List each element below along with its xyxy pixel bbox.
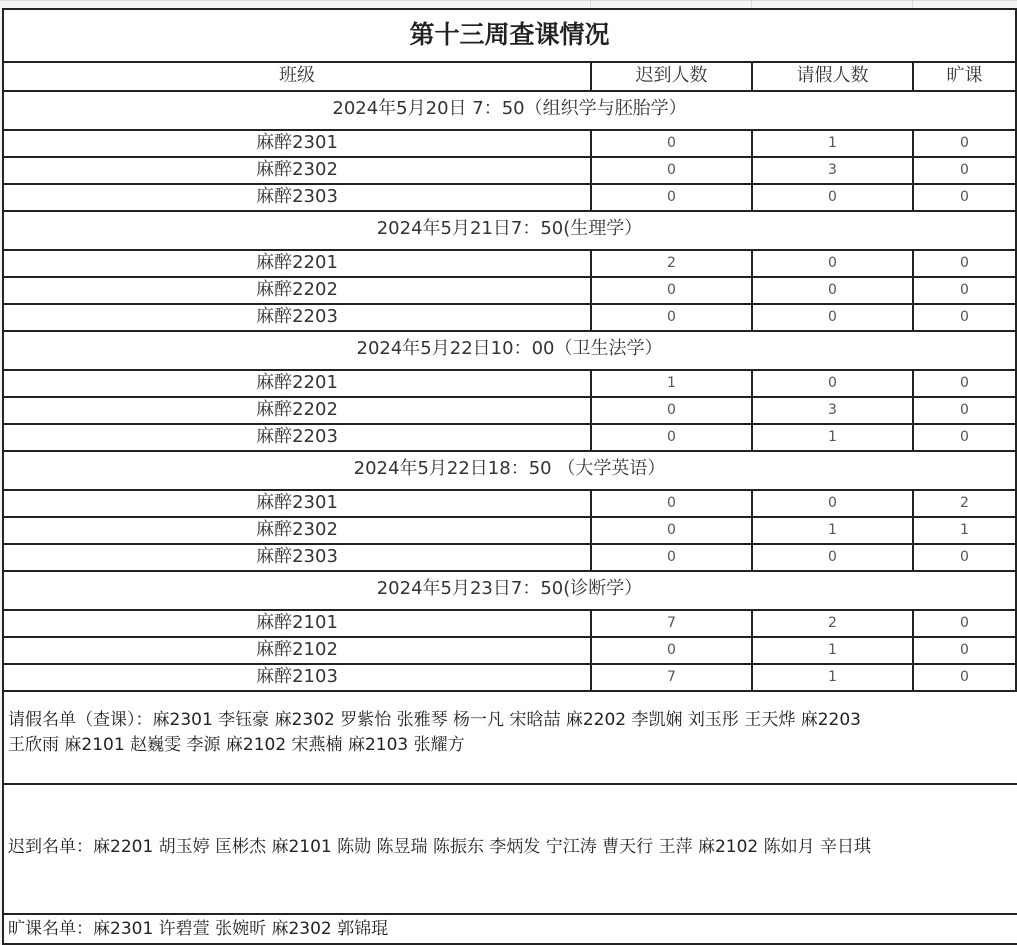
class-cell: 麻醉2101 — [4, 611, 592, 636]
class-cell: 麻醉2302 — [4, 518, 592, 543]
late-cell: 0 — [592, 638, 753, 663]
section-date-header: 2024年5月22日10：00（卫生法学） — [4, 332, 1017, 369]
absent-cell: 0 — [914, 305, 1017, 330]
class-cell: 麻醉2201 — [4, 371, 592, 396]
class-cell: 麻醉2202 — [4, 398, 592, 423]
class-cell: 麻醉2303 — [4, 185, 592, 210]
table-row — [4, 638, 1017, 665]
leave-list-line: 王欣雨 麻2101 赵巍雯 李源 麻2102 宋燕楠 麻2103 张耀方 — [8, 735, 465, 755]
class-cell: 麻醉2301 — [4, 491, 592, 516]
class-cell: 麻醉2203 — [4, 425, 592, 450]
leave-cell: 0 — [753, 545, 914, 570]
header-absent: 旷课 — [914, 63, 1017, 90]
leave-cell: 3 — [753, 398, 914, 423]
absent-cell: 0 — [914, 665, 1017, 690]
late-cell: 1 — [592, 371, 753, 396]
class-cell: 麻醉2202 — [4, 278, 592, 303]
leave-cell: 1 — [753, 131, 914, 156]
table-row — [4, 185, 1017, 212]
table-row — [4, 251, 1017, 278]
late-cell: 7 — [592, 665, 753, 690]
late-cell: 0 — [592, 545, 753, 570]
header-leave-count: 请假人数 — [753, 63, 914, 90]
class-cell: 麻醉2201 — [4, 251, 592, 276]
leave-cell: 0 — [753, 371, 914, 396]
leave-cell: 2 — [753, 611, 914, 636]
class-cell: 麻醉2302 — [4, 158, 592, 183]
table-row — [4, 371, 1017, 398]
table-row — [4, 665, 1017, 692]
table-row — [4, 611, 1017, 638]
section-date-header: 2024年5月20日 7：50（组织学与胚胎学） — [4, 92, 1017, 129]
table-header — [4, 63, 1017, 92]
late-cell: 0 — [592, 398, 753, 423]
absent-cell: 0 — [914, 158, 1017, 183]
late-cell: 0 — [592, 185, 753, 210]
late-cell: 7 — [592, 611, 753, 636]
leave-cell: 0 — [753, 251, 914, 276]
leave-cell: 1 — [753, 665, 914, 690]
absent-cell: 0 — [914, 371, 1017, 396]
absent-cell: 0 — [914, 398, 1017, 423]
late-cell: 0 — [592, 158, 753, 183]
leave-cell: 0 — [753, 185, 914, 210]
leave-cell: 1 — [753, 425, 914, 450]
class-cell: 麻醉2303 — [4, 545, 592, 570]
late-cell: 0 — [592, 518, 753, 543]
sheet-title: 第十三周查课情况 — [4, 10, 1017, 63]
absent-cell: 0 — [914, 425, 1017, 450]
late-list — [4, 785, 1017, 915]
leave-cell: 1 — [753, 638, 914, 663]
table-row — [4, 305, 1017, 332]
absent-cell: 0 — [914, 251, 1017, 276]
section-date-header: 2024年5月23日7：50(诊断学） — [4, 572, 1017, 609]
table-row — [4, 491, 1017, 518]
absent-list-text: 旷课名单：麻2301 许碧萱 张婉昕 麻2302 郭锦琨 — [8, 919, 389, 939]
class-cell: 麻醉2203 — [4, 305, 592, 330]
late-cell: 0 — [592, 491, 753, 516]
grid-line — [0, 0, 1017, 1]
table-row — [4, 545, 1017, 572]
leave-cell: 0 — [753, 278, 914, 303]
table-row — [4, 518, 1017, 545]
absent-cell: 0 — [914, 638, 1017, 663]
late-cell: 2 — [592, 251, 753, 276]
table-row — [4, 131, 1017, 158]
late-cell: 0 — [592, 278, 753, 303]
absent-cell: 0 — [914, 611, 1017, 636]
class-cell: 麻醉2301 — [4, 131, 592, 156]
leave-cell: 0 — [753, 305, 914, 330]
leave-list — [4, 692, 1017, 785]
table-row — [4, 425, 1017, 452]
late-cell: 0 — [592, 131, 753, 156]
leave-cell: 0 — [753, 491, 914, 516]
absent-cell: 1 — [914, 518, 1017, 543]
class-cell: 麻醉2103 — [4, 665, 592, 690]
late-list-text: 迟到名单：麻2201 胡玉婷 匡彬杰 麻2101 陈勋 陈昱瑞 陈振东 李炳发 宁江涛 曹天行 王萍 麻2102 陈如月 辛日琪 — [8, 837, 872, 857]
leave-list-line: 请假名单（查课）：麻2301 李钰豪 麻2302 罗紫怡 张雅琴 杨一凡 宋晗喆 麻2202 李凯娴 刘玉彤 王天烨 麻2203 — [8, 710, 861, 730]
late-cell: 0 — [592, 305, 753, 330]
leave-cell: 3 — [753, 158, 914, 183]
header-late-count: 迟到人数 — [592, 63, 753, 90]
table-row — [4, 398, 1017, 425]
absent-cell: 0 — [914, 131, 1017, 156]
class-cell: 麻醉2102 — [4, 638, 592, 663]
section-date-header: 2024年5月22日18：50 （大学英语） — [4, 452, 1017, 489]
table-row — [4, 158, 1017, 185]
header-class: 班级 — [4, 63, 592, 90]
absent-cell: 0 — [914, 278, 1017, 303]
late-cell: 0 — [592, 425, 753, 450]
absent-cell: 0 — [914, 545, 1017, 570]
section-date-header: 2024年5月21日7：50(生理学） — [4, 212, 1017, 249]
table-row — [4, 278, 1017, 305]
absent-cell: 0 — [914, 185, 1017, 210]
attendance-sheet — [2, 8, 1017, 945]
leave-cell: 1 — [753, 518, 914, 543]
absent-cell: 2 — [914, 491, 1017, 516]
absent-list — [4, 915, 1017, 945]
